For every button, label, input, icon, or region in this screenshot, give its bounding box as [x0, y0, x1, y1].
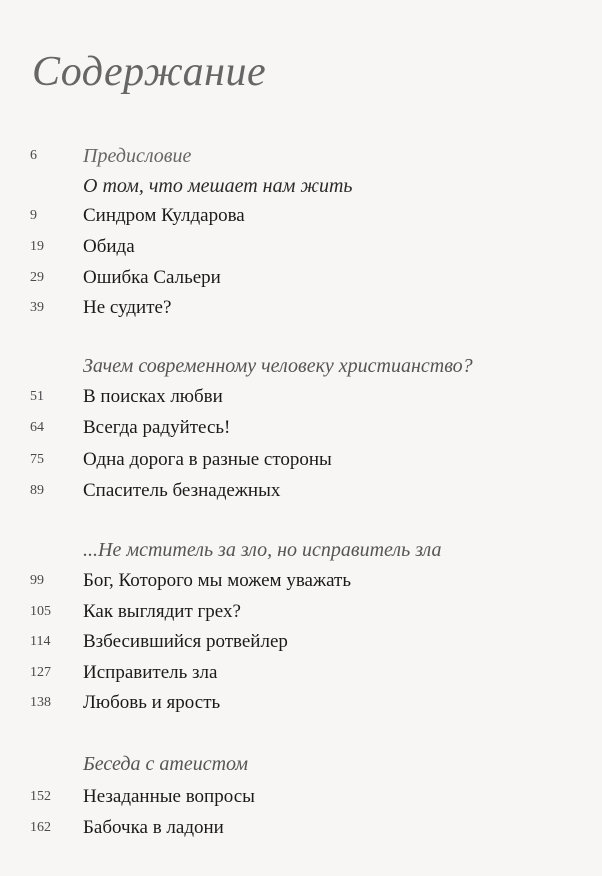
toc-entry[interactable]: [0, 628, 602, 656]
page-number: 127: [30, 665, 51, 680]
entry-title: Одна дорога в разные стороны: [83, 449, 332, 470]
toc-entry-preface[interactable]: [0, 142, 602, 170]
page-number: 39: [30, 300, 44, 315]
section-heading-4: [0, 750, 602, 778]
page-number: 9: [30, 208, 37, 223]
page-number: 75: [30, 452, 44, 467]
section-title: Беседа с атеистом: [83, 753, 249, 775]
toc-entry[interactable]: [0, 477, 602, 505]
toc-entry[interactable]: [0, 783, 602, 811]
entry-title: Бог, Которого мы можем уважать: [83, 570, 352, 591]
toc-entry[interactable]: [0, 383, 602, 411]
entry-title: Предисловие: [83, 145, 192, 167]
page-number: 152: [30, 789, 51, 804]
entry-title: Всегда радуйтесь!: [83, 417, 231, 438]
entry-title: В поисках любви: [83, 386, 223, 407]
toc-entry[interactable]: [0, 233, 602, 261]
page-number: 6: [30, 148, 37, 163]
entry-title: Спаситель безнадежных: [83, 480, 281, 501]
toc-entry[interactable]: [0, 659, 602, 687]
page-number: 138: [30, 695, 51, 710]
page-number: 51: [30, 389, 44, 404]
page-number: 89: [30, 483, 44, 498]
entry-title: Не судите?: [83, 297, 172, 318]
toc-entry[interactable]: [0, 264, 602, 292]
toc-entry[interactable]: [0, 814, 602, 842]
entry-title: Бабочка в ладони: [83, 817, 224, 838]
page-number: 29: [30, 270, 44, 285]
entry-title: Обида: [83, 236, 135, 257]
entry-title: Исправитель зла: [83, 662, 218, 683]
section-title: О том, что мешает нам жить: [83, 175, 353, 197]
entry-title: Взбесившийся ротвейлер: [83, 631, 288, 652]
entry-title: Незаданные вопросы: [83, 786, 255, 807]
page-number: 19: [30, 239, 44, 254]
toc-entry[interactable]: [0, 689, 602, 717]
page-number: 162: [30, 820, 51, 835]
page-number: 114: [30, 634, 51, 649]
toc-entry[interactable]: [0, 446, 602, 474]
toc-entry[interactable]: [0, 202, 602, 230]
section-heading-2: [0, 352, 602, 380]
entry-title: Ошибка Сальери: [83, 267, 221, 288]
section-title: ...Не мститель за зло, но исправитель зла: [83, 539, 442, 561]
entry-title: Синдром Кулдарова: [83, 205, 245, 226]
section-heading-1: [0, 172, 602, 200]
toc-entry[interactable]: [0, 294, 602, 322]
page-number: 64: [30, 420, 44, 435]
entry-title: Любовь и ярость: [83, 692, 221, 713]
page-title: Содержание: [32, 49, 267, 95]
page-number: 105: [30, 604, 51, 619]
toc-entry[interactable]: [0, 567, 602, 595]
section-title: Зачем современному человеку христианство?: [83, 355, 473, 377]
section-heading-3: [0, 536, 602, 564]
entry-title: Как выглядит грех?: [83, 601, 241, 622]
toc-entry[interactable]: [0, 414, 602, 442]
page-number: 99: [30, 573, 44, 588]
toc-entry[interactable]: [0, 598, 602, 626]
